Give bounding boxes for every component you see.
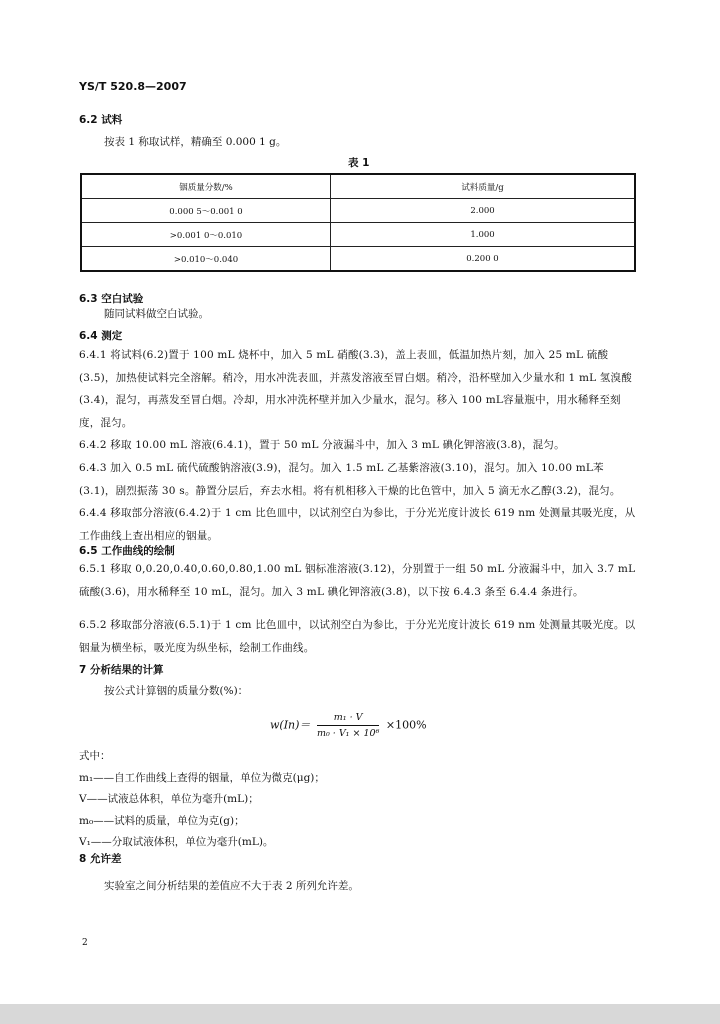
variable-definitions (79, 746, 325, 854)
table-1 (80, 173, 636, 272)
formula (270, 712, 427, 739)
formula-numerator: m₁ · V (317, 712, 379, 726)
scan-bottom-edge (0, 1004, 720, 1024)
table-cell: 2.000 (331, 199, 636, 223)
paragraph-6-5-2: 6.5.2 移取部分溶液(6.5.1)于 1 cm 比色皿中，以试剂空白为参比，于分光光度计波长 619 nm 处测量其吸光度。以铟量为横坐标，吸光度为纵坐标，绘制工作曲线。 (79, 619, 636, 654)
definitions-intro: 式中： (79, 750, 111, 762)
paragraph-6-4-4: 6.4.4 移取部分溶液(6.4.2)于 1 cm 比色皿中，以试剂空白为参比，于分光光度计波长 619 nm 处测量其吸光度，从工作曲线上查出相应的铟量。 (79, 507, 636, 542)
section-6-2-title: 6.2 试料 (79, 114, 123, 126)
table-row (81, 199, 635, 223)
paragraph-6-4-3: 6.4.3 加入 0.5 mL 硫代硫酸钠溶液(3.9)，混匀。加入 1.5 mL 乙基紫溶液(3.10)，混匀。加入 10.00 mL苯(3.1)，剧烈振荡 30 s。静置分层后，弃去水相。将有机相移入干燥的比色管中，加入 5 滴无水乙醇(3.2)，混匀。 (79, 462, 621, 497)
table-cell: 1.000 (331, 223, 636, 247)
definition-item: V——试液总体积，单位为毫升(mL)； (79, 793, 259, 805)
table-header-cell: 试料质量/g (331, 174, 636, 199)
table-cell: 0.000 5～0.001 0 (81, 199, 331, 223)
table-row (81, 223, 635, 247)
section-6-4-title: 6.4 测定 (79, 330, 123, 342)
section-8-title: 8 允许差 (79, 853, 122, 865)
definition-item: m₁——自工作曲线上查得的铟量，单位为微克(μg)； (79, 771, 325, 784)
section-7-title: 7 分析结果的计算 (79, 664, 164, 676)
paragraph-6-4-2: 6.4.2 移取 10.00 mL 溶液(6.4.1)，置于 50 mL 分液漏斗中，加入 3 mL 碘化钾溶液(3.8)，混匀。 (79, 439, 565, 451)
table-cell: 0.200 0 (331, 247, 636, 272)
section-6-3-title: 6.3 空白试验 (79, 293, 144, 305)
section-6-5-title: 6.5 工作曲线的绘制 (79, 545, 175, 557)
paragraph-6-4-1: 6.4.1 将试料(6.2)置于 100 mL 烧杯中，加入 5 mL 硝酸(3.3)，盖上表皿，低温加热片刻，加入 25 mL 硫酸(3.5)，加热使试料完全溶解。稍冷，用水冲洗表皿，并蒸发溶液至冒白烟。稍冷，沿杯壁加入少量水和 1 mL 氢溴酸(3.4)，混匀，再蒸发至冒白烟。冷却，用水冲洗杯壁并加入少量水，混匀。移入 100 mL容量瓶中，用水稀释至刻度，混匀。 (79, 349, 632, 429)
formula-denominator: m₀ · V₁ × 10⁶ (316, 728, 380, 739)
table-row (81, 247, 635, 272)
definition-item: m₀——试料的质量，单位为克(g)； (79, 814, 245, 827)
table-cell: >0.001 0～0.010 (81, 223, 331, 247)
table-header-cell: 铟质量分数/% (81, 174, 331, 199)
section-6-3-text: 随同试料做空白试验。 (104, 308, 209, 320)
formula-rhs: ×100% (385, 718, 427, 732)
formula-lhs: w(In)＝ (270, 718, 311, 732)
paragraph-6-5-1: 6.5.1 移取 0,0.20,0.40,0.60,0.80,1.00 mL 铟标准溶液(3.12)，分别置于一组 50 mL 分液漏斗中，加入 3.7 mL 硫酸(3.6)，用水稀释至 10 mL，混匀。加入 3 mL 碘化钾溶液(3.8)，以下按 6.4.3 条至 6.4.4 条进行。 (79, 563, 636, 598)
section-6-2-text: 按表 1 称取试样，精确至 0.000 1 g。 (104, 136, 287, 148)
table1-caption: 表 1 (348, 157, 370, 169)
document-header: YS/T 520.8—2007 (79, 80, 187, 93)
formula-fraction (317, 712, 379, 739)
table-cell: >0.010～0.040 (81, 247, 331, 272)
definition-item: V₁——分取试液体积，单位为毫升(mL)。 (79, 836, 274, 848)
table-header-row (81, 174, 635, 199)
section-7-intro: 按公式计算铟的质量分数(%)： (104, 685, 249, 697)
page-number: 2 (82, 938, 88, 948)
section-8-text: 实验室之间分析结果的差值应不大于表 2 所列允许差。 (104, 880, 359, 892)
